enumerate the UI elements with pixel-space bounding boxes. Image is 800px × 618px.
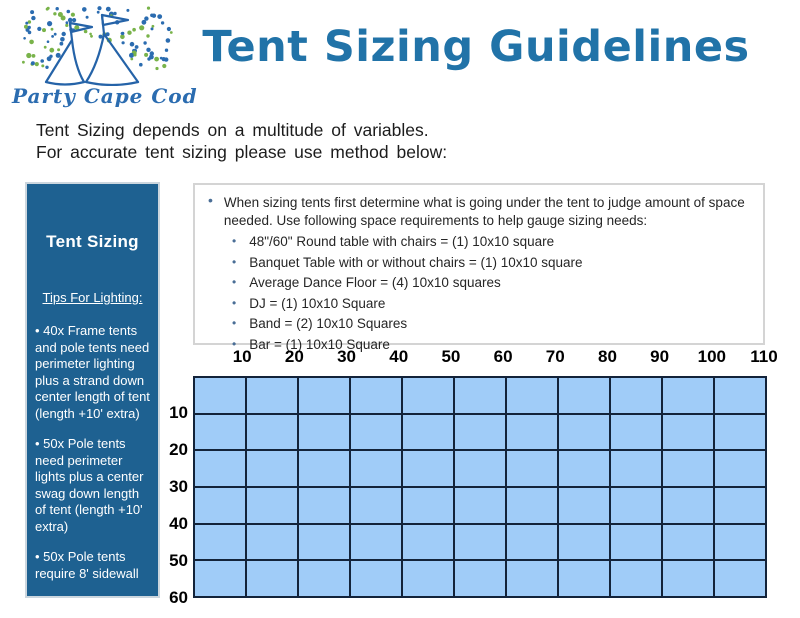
grid-cell: [663, 451, 713, 486]
grid-col-label: 10: [232, 347, 252, 366]
grid-cell: [247, 415, 297, 450]
grid-cell: [351, 415, 401, 450]
grid-cell: [195, 525, 245, 560]
grid-cell: [611, 561, 661, 596]
grid-cell: [715, 415, 765, 450]
info-main-text: When sizing tents first determine what is going under the tent to judge amount of space needed. Use following space requirements to help gauge sizing needs:: [223, 195, 745, 228]
grid-col-label: 30: [337, 347, 356, 366]
grid-cell: [715, 561, 765, 596]
grid-cell: [507, 488, 557, 523]
grid-cell: [663, 378, 713, 413]
sidebar-bullet-list: [35, 323, 153, 582]
logo-text: Party Cape Cod: [12, 84, 198, 108]
grid-row-label: 30: [169, 477, 188, 496]
grid-cell: [195, 451, 245, 486]
grid-cell: [299, 561, 349, 596]
info-sub-bullet: • Band = (2) 10x10 Squares: [232, 314, 751, 335]
grid-cell: [403, 378, 453, 413]
grid-cell: [403, 488, 453, 523]
info-main-bullet: [205, 194, 751, 229]
info-sub-bullet: • Banquet Table with or without chairs = (1) 10x10 square: [232, 253, 751, 274]
grid-cell: [299, 488, 349, 523]
grid-cell: [403, 525, 453, 560]
grid-cell: [351, 525, 401, 560]
grid-cell: [559, 488, 609, 523]
grid-cell: [611, 378, 661, 413]
grid-cell: [611, 488, 661, 523]
grid-cell: [715, 525, 765, 560]
grid-col-label: 60: [493, 347, 513, 366]
sidebar-bullet: • 40x Frame tents and pole tents need perimeter lighting plus a strand down center length of tent (length +10' extra): [35, 323, 153, 422]
bullet-icon: •: [208, 192, 213, 208]
grid-cell: [351, 378, 401, 413]
grid-cell: [715, 378, 765, 413]
grid-col-label: 80: [597, 347, 617, 366]
info-sub-bullet-list: [232, 232, 751, 355]
grid-cell: [507, 415, 557, 450]
grid-cell: [299, 451, 349, 486]
grid-cell: [403, 561, 453, 596]
grid-cell: [455, 561, 505, 596]
grid-row-label: 40: [169, 514, 188, 533]
grid-cell: [195, 561, 245, 596]
grid-col-label: 90: [650, 347, 670, 366]
grid-cell: [507, 378, 557, 413]
grid-cell: [455, 415, 505, 450]
tent-sizing-grid: [193, 376, 767, 598]
grid-cell: [351, 451, 401, 486]
grid-col-label: 50: [441, 347, 461, 366]
sidebar-bullet: • 50x Pole tents require 8' sidewall: [35, 549, 153, 582]
info-sub-bullet: • Bar = (1) 10x10 Square: [232, 335, 751, 356]
grid-cell: [559, 378, 609, 413]
grid-cell: [663, 415, 713, 450]
grid-cell: [611, 525, 661, 560]
grid-cell: [351, 561, 401, 596]
grid-row-label: 20: [169, 440, 188, 459]
info-sub-bullet: • 48"/60" Round table with chairs = (1) 10x10 square: [232, 232, 751, 253]
grid-cell: [507, 451, 557, 486]
grid-cell: [299, 415, 349, 450]
grid-row-label: 10: [169, 403, 188, 422]
grid-row-label: 50: [169, 551, 188, 570]
intro-line-1: Tent Sizing depends on a multitude of variables.: [36, 120, 429, 140]
grid-row-label: 60: [169, 588, 188, 607]
grid-cell: [247, 488, 297, 523]
grid-cell: [247, 561, 297, 596]
tent-logo-icon: [10, 4, 188, 86]
grid-cell: [195, 378, 245, 413]
info-sub-bullet: • DJ = (1) 10x10 Square: [232, 294, 751, 315]
grid-cell: [507, 525, 557, 560]
grid-cell: [715, 451, 765, 486]
grid-cell: [455, 451, 505, 486]
grid-cell: [299, 525, 349, 560]
sizing-info-box: [193, 183, 765, 352]
grid-col-label: 40: [389, 347, 409, 366]
intro-text: [36, 120, 447, 163]
grid-cell: [455, 488, 505, 523]
grid-cell: [351, 488, 401, 523]
sidebar-subtitle: Tips For Lighting:: [42, 290, 143, 305]
grid-cell: [663, 525, 713, 560]
grid-cell: [507, 561, 557, 596]
grid-cell: [455, 525, 505, 560]
sidebar-title: Tent Sizing: [46, 232, 139, 251]
grid-cell: [715, 488, 765, 523]
grid-cell: [195, 488, 245, 523]
party-cape-cod-logo: [10, 4, 198, 120]
grid-col-label: 100: [697, 347, 726, 366]
grid-cell: [559, 561, 609, 596]
grid-col-label: 20: [284, 347, 304, 366]
grid-cell: [559, 415, 609, 450]
grid-cell: [247, 525, 297, 560]
grid-cell: [663, 561, 713, 596]
grid-cell: [559, 525, 609, 560]
grid-col-label: 70: [545, 347, 565, 366]
info-sub-bullet: • Average Dance Floor = (4) 10x10 squares: [232, 273, 751, 294]
intro-line-2: For accurate tent sizing please use method below:: [36, 141, 448, 162]
grid-cell: [559, 451, 609, 486]
page-title: Tent Sizing Guidelines: [202, 22, 750, 72]
grid-cell: [247, 451, 297, 486]
grid-cell: [611, 415, 661, 450]
sidebar-bullet: • 50x Pole tents need perimeter lights plus a center swag down length of tent (length +10' extra): [35, 436, 153, 535]
grid-cell: [611, 451, 661, 486]
grid-cell: [455, 378, 505, 413]
grid-cell: [247, 378, 297, 413]
grid-cell: [195, 415, 245, 450]
grid-cell: [403, 451, 453, 486]
grid-cell: [663, 488, 713, 523]
grid-cell: [299, 378, 349, 413]
grid-cell: [403, 415, 453, 450]
sidebar-tent-sizing: [25, 182, 160, 598]
grid-col-label: 110: [750, 347, 778, 366]
